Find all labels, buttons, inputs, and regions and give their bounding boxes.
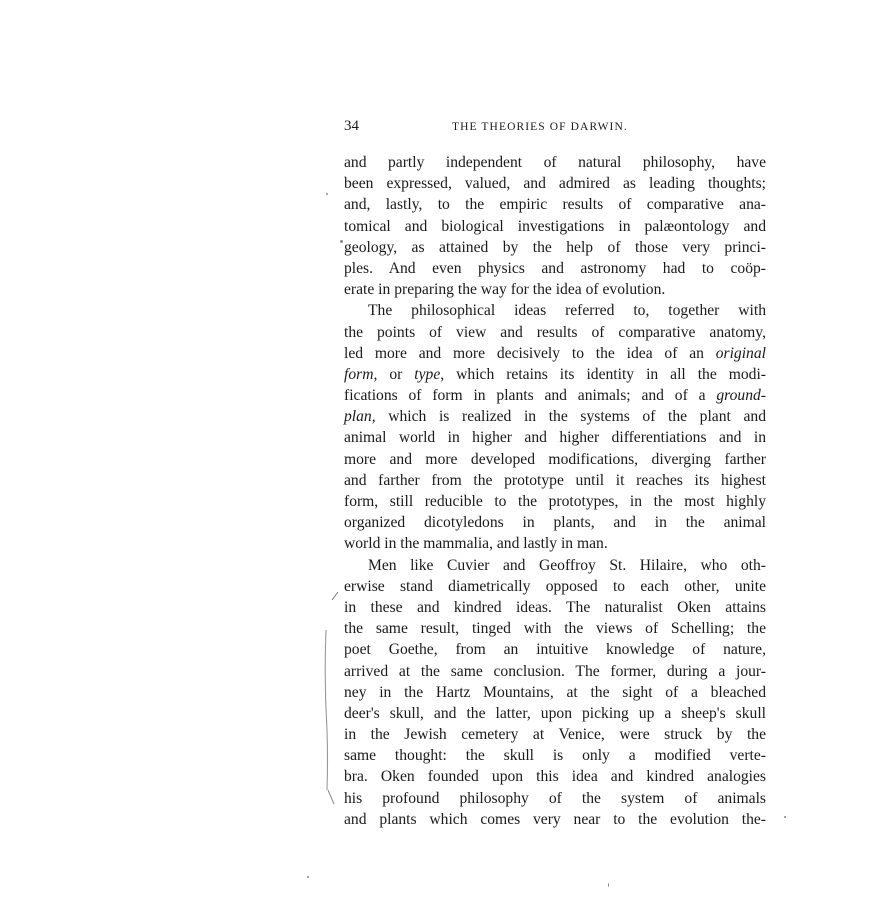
running-head bbox=[344, 116, 766, 136]
paragraph-end-line: world in the mammalia, and lastly in man. bbox=[344, 535, 608, 553]
paper-speck bbox=[784, 816, 786, 818]
italic-term: form, bbox=[344, 365, 378, 383]
paper-speck bbox=[340, 240, 343, 243]
text-line-with-italics: fications of form in plants and animals; and of a ground- bbox=[344, 387, 766, 405]
text-line: geology, as attained by the help of those very princi- bbox=[344, 238, 766, 256]
text-line-with-italics: led more and more decisively to the idea of an original bbox=[344, 344, 766, 362]
text-line: erwise stand diametrically opposed to each other, unite bbox=[344, 577, 766, 595]
text-line: in these and kindred ideas. The naturalist Oken attains bbox=[344, 598, 766, 616]
text-line: arrived at the same conclusion. The former, during a jour- bbox=[344, 662, 766, 680]
text-line: animal world in higher and higher differentiations and in bbox=[344, 429, 766, 447]
text-line: deer's skull, and the latter, upon picking up a sheep's skull bbox=[344, 704, 766, 722]
italic-term: original bbox=[715, 344, 766, 362]
text-line-with-italics: form, or type, which retains its identity in all the modi- bbox=[344, 365, 766, 383]
paragraph-first-line: The philosophical ideas referred to, together with bbox=[368, 302, 766, 320]
text-line: ney in the Hartz Mountains, at the sight of a bleached bbox=[344, 683, 766, 701]
text-line: and, lastly, to the empiric results of comparative ana- bbox=[344, 196, 766, 214]
page-number: 34 bbox=[344, 118, 359, 134]
paper-speck bbox=[326, 193, 328, 195]
margin-pencil-mark bbox=[318, 590, 344, 820]
text-line: the same result, tinged with the views of Schelling; the bbox=[344, 620, 766, 638]
text-line: ples. And even physics and astronomy had to coöp- bbox=[344, 259, 766, 277]
text-line: form, still reducible to the prototypes, in the most highly bbox=[344, 493, 766, 510]
italic-term: plan, bbox=[344, 408, 376, 426]
text-line: the points of view and results of comparative anatomy, bbox=[344, 323, 766, 341]
text-line: and plants which comes very near to the evolution the- bbox=[344, 810, 766, 828]
text-line: organized dicotyledons in plants, and in the animal bbox=[344, 514, 766, 532]
text-line-with-italics: plan, which is realized in the systems of the plant and bbox=[344, 408, 766, 426]
text-line: his profound philosophy of the system of animals bbox=[344, 789, 766, 807]
text-line: been expressed, valued, and admired as leading thoughts; bbox=[344, 175, 766, 193]
italic-term: ground- bbox=[716, 387, 766, 405]
text-line: more and more developed modifications, diverging farther bbox=[344, 450, 766, 468]
paper-speck bbox=[307, 876, 309, 878]
paragraph-end-line: erate in preparing the way for the idea of evolution. bbox=[344, 281, 666, 299]
text-line: poet Goethe, from an intuitive knowledge of nature, bbox=[344, 641, 766, 659]
paragraph-first-line: Men like Cuvier and Geoffroy St. Hilaire, who oth- bbox=[368, 556, 766, 574]
text-line: and partly independent of natural philosophy, have bbox=[344, 154, 766, 171]
italic-term: type, bbox=[414, 365, 445, 383]
text-line: in the Jewish cemetery at Venice, were struck by the bbox=[344, 726, 766, 744]
text-line: same thought: the skull is only a modified verte- bbox=[344, 747, 766, 765]
text-line: tomical and biological investigations in palæontology and bbox=[344, 217, 766, 235]
paper-speck bbox=[608, 883, 609, 887]
running-title: THE THEORIES OF DARWIN. bbox=[452, 121, 628, 133]
text-line: and farther from the prototype until it reaches its highest bbox=[344, 471, 766, 489]
body-text bbox=[344, 152, 766, 830]
text-line: bra. Oken founded upon this idea and kindred analogies bbox=[344, 768, 766, 786]
